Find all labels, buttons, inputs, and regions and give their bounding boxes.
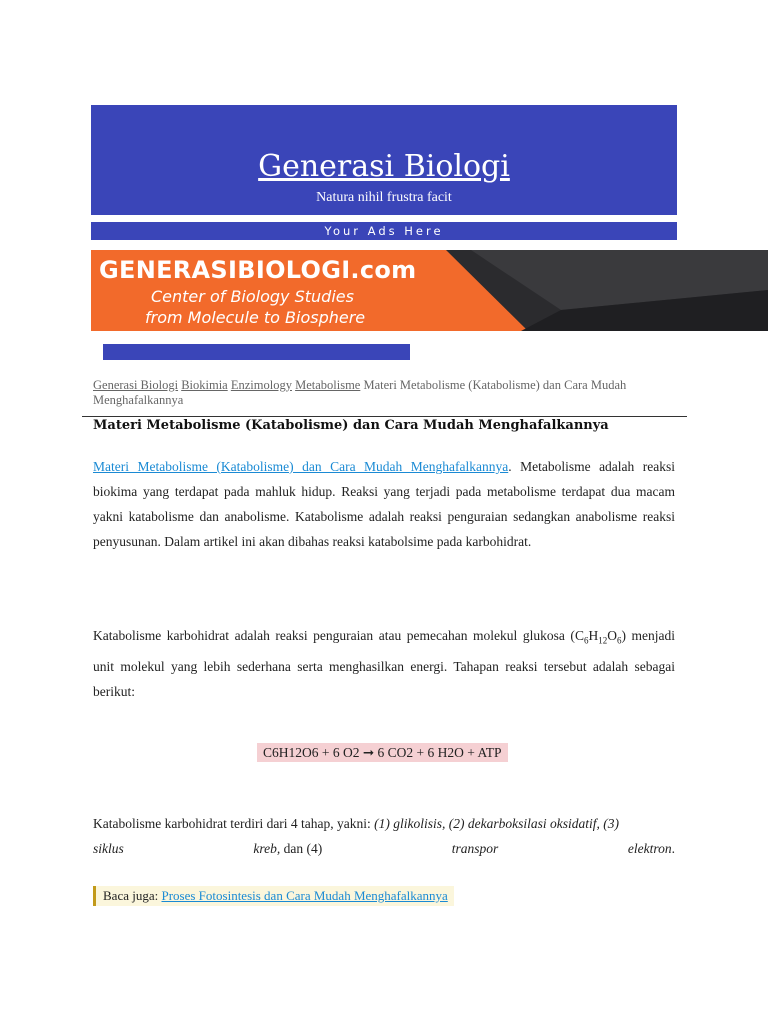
- breadcrumb: [93, 378, 683, 408]
- stage-word-elektron: elektron: [627, 841, 672, 856]
- banner-site-name: GENERASIBIOLOGI.com: [99, 256, 417, 284]
- paragraph-intro-text: . Metabolisme adalah reaksi biokima yang terdapat pada mahluk hidup. Reaksi yang terjadi pada metabolisme terdapat dua macam yakni katabolisme dan anabolisme. Katabolisme adalah reaksi penguraian sedangkan anabolisme reaksi penyusunan. Dalam artikel ini akan dibahas reaksi katabolsime pada karbohidrat.: [93, 459, 676, 549]
- baca-juga-link[interactable]: Proses Fotosintesis dan Cara Mudah Menghafalkannya: [161, 888, 448, 903]
- ads-bar[interactable]: Your Ads Here: [91, 222, 677, 240]
- banner-tagline-2: from Molecule to Biosphere: [145, 308, 366, 327]
- banner-tagline-1: Center of Biology Studies: [151, 287, 354, 306]
- paragraph-stages: [93, 811, 675, 861]
- reaction-equation: C6H12O6 + 6 O2 ➞ 6 CO2 + 6 H2O + ATP: [257, 743, 508, 762]
- paragraph-intro: [93, 454, 675, 554]
- baca-juga-label: Baca juga:: [103, 888, 162, 903]
- stages-line-2: [93, 836, 675, 861]
- stage-word-kreb-group: [253, 836, 322, 861]
- stages-line-1: [93, 811, 675, 836]
- site-banner[interactable]: [91, 250, 768, 331]
- paragraph-katabolisme-b: ) menjadi unit molekul yang lebih sederhana serta menghasilkan energi. Tahapan reaksi tersebut adalah sebagai berikut:: [93, 628, 676, 699]
- stage-end-dot: .: [671, 841, 675, 856]
- article-self-link[interactable]: Materi Metabolisme (Katabolisme) dan Cara Mudah Menghafalkannya: [93, 459, 509, 474]
- stage-word-kreb: kreb,: [253, 841, 281, 856]
- site-title-link[interactable]: Generasi Biologi: [258, 149, 510, 184]
- divider: [82, 416, 687, 417]
- breadcrumb-biokimia[interactable]: Biokimia: [181, 378, 228, 392]
- stages-intro: Katabolisme karbohidrat terdiri dari 4 tahap, yakni:: [93, 816, 375, 831]
- nav-bar[interactable]: [103, 344, 410, 360]
- post-title: Materi Metabolisme (Katabolisme) dan Cara Mudah Menghafalkannya: [93, 418, 609, 433]
- stage-word-transpor: transpor: [451, 841, 499, 856]
- breadcrumb-enzimology[interactable]: Enzimology: [230, 378, 292, 392]
- baca-juga-box: [93, 886, 454, 906]
- paragraph-katabolisme: Katabolisme karbohidrat adalah reaksi penguraian atau pemecahan molekul glukosa $(C_6H_{12}O_6)$ menjadi unit molekul yang lebih sederhana serta menghasilkan energi. Tahapan reaksi tersebut adalah sebagai berikut:: [93, 628, 676, 699]
- stage-word-siklus: siklus: [93, 841, 124, 856]
- site-header: [91, 105, 677, 215]
- paragraph-katabolisme-a: Katabolisme karbohidrat adalah reaksi penguraian atau pemecahan molekul glukosa (: [93, 628, 575, 643]
- breadcrumb-home[interactable]: Generasi Biologi: [93, 378, 179, 392]
- breadcrumb-current: Materi Metabolisme (Katabolisme) dan Cara Mudah Menghafalkannya: [93, 378, 627, 407]
- stage-word-dan: dan (4): [283, 841, 323, 856]
- breadcrumb-metabolisme[interactable]: Metabolisme: [295, 378, 361, 392]
- site-tagline: Natura nihil frustra facit: [316, 190, 452, 205]
- stage-word-elektron-group: [628, 836, 675, 861]
- stages-list: (1) glikolisis, (2) dekarboksilasi oksidatif, (3): [374, 816, 620, 831]
